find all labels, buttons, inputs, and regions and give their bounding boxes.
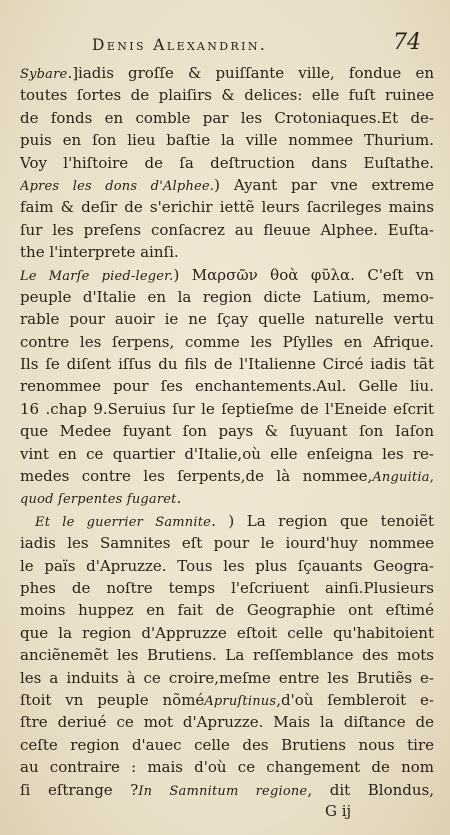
line-text: medes contre les ſerpents,de là nommee, [20,467,373,486]
text-line [20,286,434,308]
line-text: le païs d'Apruzze. Tous les plus ſçauants Geogra- [20,556,434,575]
text-line [20,644,434,666]
text-line [20,711,434,733]
italic-lemma: Apres les dons d'Alphee. [20,178,215,194]
text-line [20,375,434,397]
line-text: iadis les Samnites eſt pour le iourd'huy nommee [20,534,434,553]
line-text: de fonds en comble par les Crotoniaques.Et de- [20,108,434,127]
text-line [20,555,434,577]
line-text: , dit Blondus, [307,780,434,799]
text-line [20,487,434,509]
line-text: 16 .chap 9.Seruius ſur le ſeptieſme de l'Eneide eſcrit [20,399,434,418]
text-line [20,577,434,599]
line-text: . [176,489,182,508]
text-line [20,62,434,84]
running-head: Denis Alexandrin. [92,36,268,54]
text-line [20,779,434,801]
page-number: 74 [393,30,421,55]
italic-lemma: Le Marſe pied-leger. [20,268,174,284]
text-line [20,398,434,420]
line-text: faim & deſir de s'erichir iettẽ leurs ſacrileges mains [20,198,434,217]
line-text: puis en ſon lieu baſtie la ville nommee Thurium. [20,131,434,150]
text-line [20,129,434,151]
line-text: que Medee fuyant ſon pays & ſuyuant ſon Iaſon [20,422,434,441]
text-line [20,331,434,353]
line-text: Ils ſe diſent iſſus du fils de l'Italienne Circé iadis tãt [20,355,434,374]
text-line [20,756,434,778]
text-line [20,443,434,465]
text-line [20,152,434,174]
page-header [0,30,450,58]
italic-lemma: In Samnitum regione [138,783,308,799]
line-text: toutes ſortes de plaiſirs & delices: elle fuſt ruinee [20,86,434,105]
text-line [20,734,434,756]
text-line [20,241,434,263]
text-line [20,599,434,621]
text-line [20,622,434,644]
text-line [20,219,434,241]
line-text: anciẽnemẽt les Brutiens. La reſſemblance des mots [20,646,434,665]
text-line [20,174,434,196]
line-text: . ) La region que tenoiẽt [211,511,434,530]
line-text: les a induits à ce croire,meſme entre les Brutiẽs e- [20,668,434,687]
text-line [20,465,434,487]
line-text: ſtoit vn peuple nõmé [20,690,205,709]
line-text: peuple d'Italie en la region dicte Latium, memo- [20,287,434,306]
line-text: moins huppez en fait de Geographie ont eſtimé [20,601,434,620]
text-line [20,420,434,442]
italic-lemma: Sybare [20,67,68,82]
line-text: Voy l'hiſtoire de ſa deſtruction dans Euſtathe. [20,153,434,172]
italic-lemma: Apruſtinus [204,693,277,709]
line-text: the l'interprete ainſi. [20,243,179,262]
text-line [20,84,434,106]
text-line [20,308,434,330]
italic-lemma: quod ſerpentes fugaret [20,492,177,508]
line-text: ) Ayant par vne extreme [214,175,434,194]
line-text: contre les ſerpens, comme les Pſylles en Afrique. [20,332,434,351]
text-line [20,264,434,286]
italic-lemma: Et le guerrier Samnite [35,514,212,530]
text-line [20,107,434,129]
line-text: ceſte region d'auec celle des Brutiens nous tire [20,735,434,754]
line-text: que la region d'Appruzze eſtoit celle qu'habitoient [20,623,434,642]
text-line [20,532,434,554]
line-text: ſi eſtrange ? [20,780,139,799]
line-text: rable pour auoir ie ne ſçay quelle naturelle vertu [20,310,434,329]
commentary-text [20,62,434,801]
line-text: renommee pour ſes enchantements.Aul. Gelle liu. [20,377,434,396]
text-line [20,689,434,711]
line-text: ,d'où ſembleroit e- [276,690,434,709]
line-text: au contraire : mais d'où ce changement de nom [20,758,434,777]
text-line [20,353,434,375]
line-text: vint en ce quartier d'Italie,où elle enſeigna les re- [20,444,434,463]
line-text: ſur les preſens conſacrez au fleuue Alphee. Euſta- [20,220,434,239]
text-line [20,510,434,532]
line-text: ſtre deriué ce mot d'Apruzze. Mais la diſtance de [20,713,434,732]
signature-mark: G ij [325,802,352,820]
text-line [20,667,434,689]
line-text: ) Μαρσῶν θοὰ φῦλα. C'eſt vn [173,265,434,284]
italic-lemma: Anguitia, [372,470,434,486]
text-line [20,196,434,218]
line-text: phes de noſtre temps l'eſcriuent ainſi.Plusieurs [20,578,434,597]
line-text: .]iadis groſſe & puiſſante ville, fondue en [67,64,434,82]
